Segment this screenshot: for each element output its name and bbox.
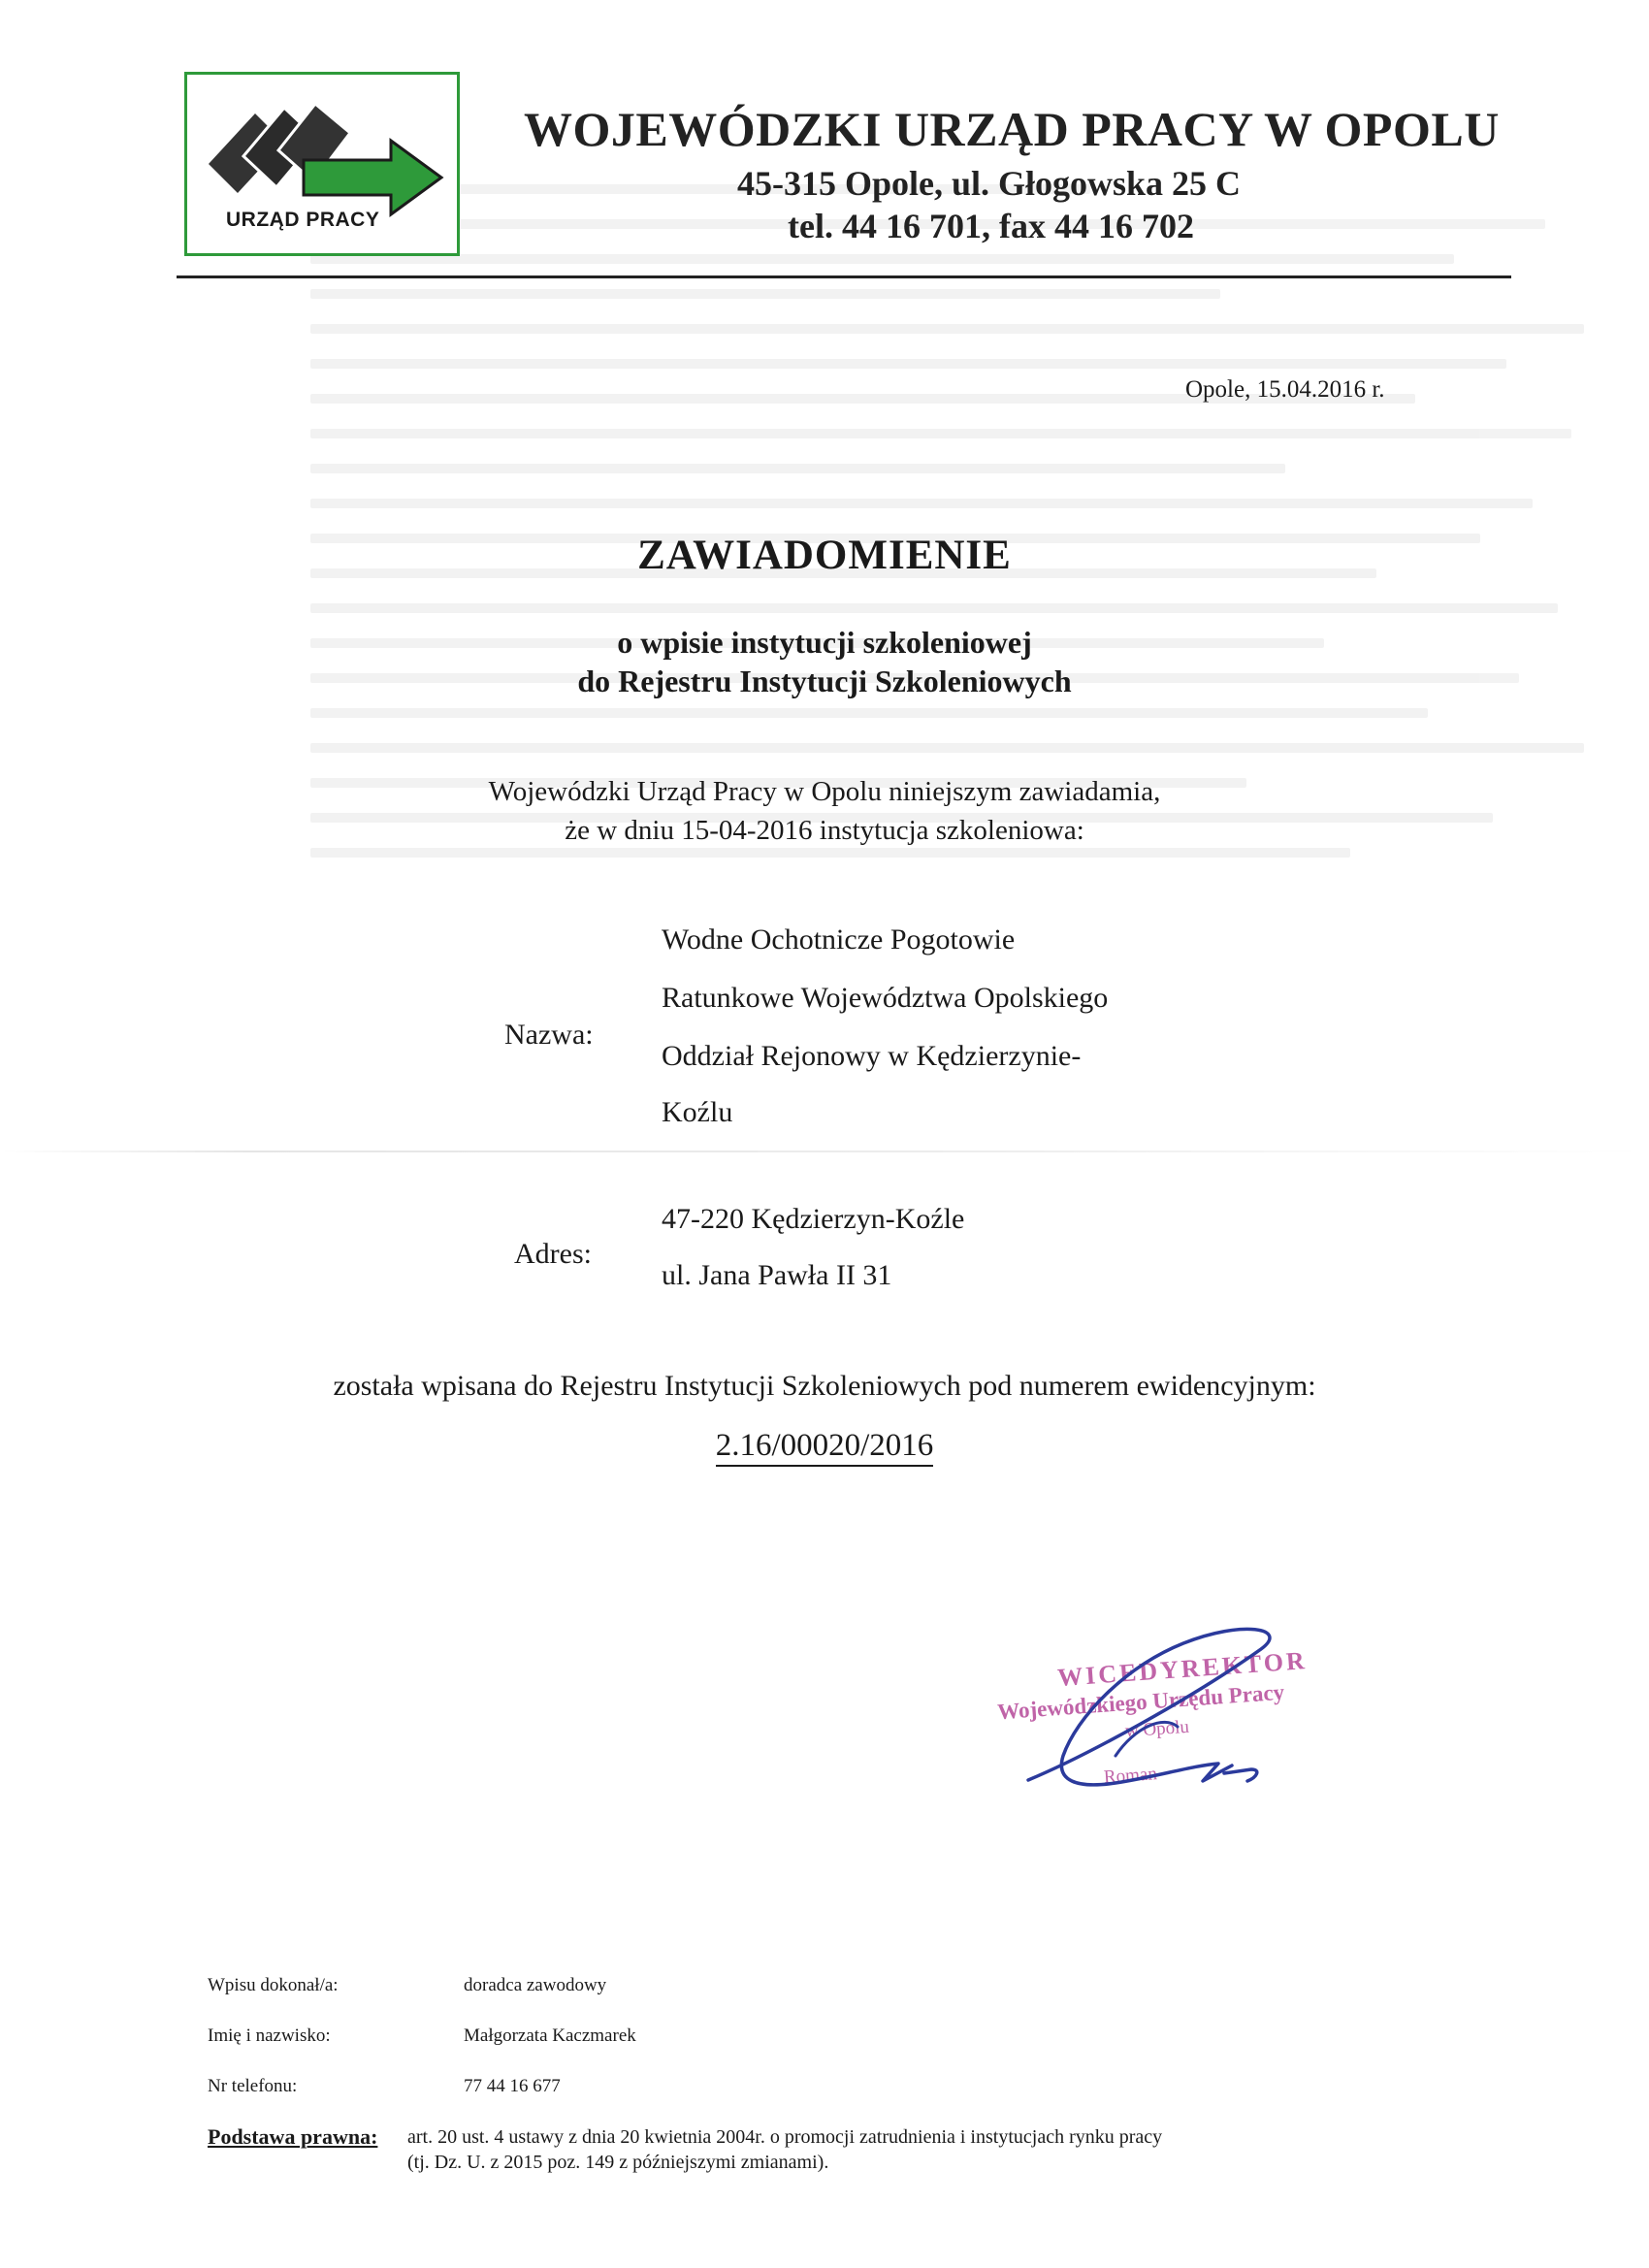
stamp-line1: WICEDYREKTOR [1056, 1646, 1309, 1692]
entity-name-label: Nazwa: [504, 1019, 594, 1051]
footer-value: 77 44 16 677 [464, 2076, 561, 2096]
stamp-line3: w Opolu [1124, 1716, 1190, 1742]
entity-address-line: 47-220 Kędzierzyn-Koźle [662, 1203, 965, 1235]
registration-number-value: 2.16/00020/2016 [716, 1428, 934, 1467]
institution-logo [184, 72, 460, 256]
entity-name-line: Koźlu [662, 1096, 733, 1128]
footer-label: Wpisu dokonał/a: [208, 1975, 339, 1995]
document-subtitle-line1: o wpisie instytucji szkoleniowej [617, 625, 1032, 660]
entity-name-line: Wodne Ochotnicze Pogotowie [662, 923, 1016, 956]
entity-name-line: Ratunkowe Województwa Opolskiego [662, 982, 1109, 1014]
registration-number [0, 1428, 1649, 1464]
legal-basis-line2: (tj. Dz. U. z 2015 poz. 149 z późniejszymi zmianami). [407, 2152, 829, 2173]
logo-text: URZĄD PRACY [226, 209, 380, 231]
document-title: ZAWIADOMIENIE [637, 533, 1012, 578]
entity-name-line: Oddział Rejonowy w Kędzierzynie- [662, 1040, 1082, 1072]
legal-basis-label: Podstawa prawna: [208, 2124, 378, 2149]
document-date: Opole, 15.04.2016 r. [1185, 376, 1385, 403]
entity-address-label: Adres: [514, 1238, 592, 1270]
footer-value: Małgorzata Kaczmarek [464, 2025, 636, 2046]
footer-value: doradca zawodowy [464, 1975, 607, 1995]
header-divider [177, 275, 1511, 278]
document-subtitle-line2: do Rejestru Instytucji Szkoleniowych [577, 664, 1072, 698]
institution-name: WOJEWÓDZKI URZĄD PRACY W OPOLU [524, 102, 1500, 156]
intro-line1: Wojewódzki Urząd Pracy w Opolu niniejszym zawiadamia, [488, 776, 1161, 807]
paper-fold-line [0, 1150, 1649, 1152]
footer-label: Nr telefonu: [208, 2076, 298, 2096]
signature-icon [970, 1610, 1300, 1804]
institution-phone: tel. 44 16 701, fax 44 16 702 [788, 207, 1194, 245]
intro-line2: że w dniu 15-04-2016 instytucja szkoleniowa: [565, 815, 1084, 846]
registration-statement: została wpisana do Rejestru Instytucji Szkoleniowych pod numerem ewidencyjnym: [333, 1370, 1316, 1402]
stamp-line4: Roman [1103, 1764, 1158, 1788]
entity-address-line: ul. Jana Pawła II 31 [662, 1259, 892, 1291]
stamp-line2: Wojewódzkiego Urzędu Pracy [996, 1679, 1285, 1725]
institution-address: 45-315 Opole, ul. Głogowska 25 C [737, 164, 1242, 203]
footer-label: Imię i nazwisko: [208, 2025, 331, 2046]
legal-basis-line1: art. 20 ust. 4 ustawy z dnia 20 kwietnia 2004r. o promocji zatrudnienia i instytucjach rynku pracy [407, 2126, 1163, 2148]
